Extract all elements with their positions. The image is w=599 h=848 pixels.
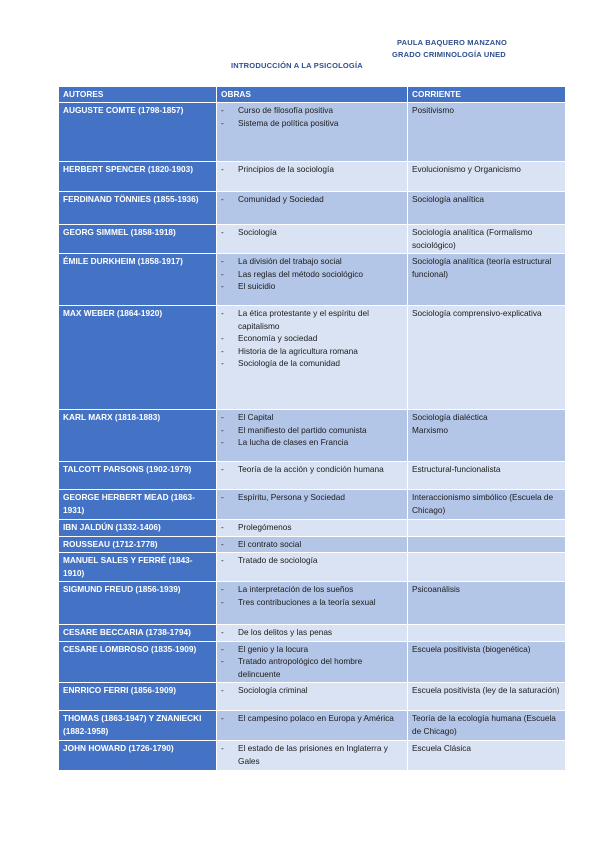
- current-cell: [408, 536, 566, 553]
- works-cell: [217, 306, 408, 410]
- author-cell: CESARE LOMBROSO (1835-1909): [59, 641, 217, 683]
- table-row: [59, 536, 566, 553]
- works-cell: [217, 520, 408, 537]
- current-cell: Psicoanálisis: [408, 582, 566, 625]
- works-cell: [217, 641, 408, 683]
- works-list: [221, 104, 403, 129]
- works-cell: [217, 553, 408, 582]
- table-row: [59, 410, 566, 462]
- work-item: - La división del trabajo social: [221, 255, 403, 268]
- author-cell: MAX WEBER (1864-1920): [59, 306, 217, 410]
- works-list: [221, 226, 403, 239]
- document-author: PAULA BAQUERO MANZANO: [397, 38, 508, 47]
- current-cell: Estructural-funcionalista: [408, 462, 566, 490]
- header-works: OBRAS: [217, 87, 408, 103]
- current-cell: Sociología analítica (Formalismo sociológico): [408, 225, 566, 254]
- work-item: - Sociología de la comunidad: [221, 357, 403, 370]
- current-cell: Sociología dialéctica Marxismo: [408, 410, 566, 462]
- table-row: [59, 683, 566, 711]
- current-cell: Teoría de la ecología humana (Escuela de Chicago): [408, 711, 566, 741]
- author-cell: THOMAS (1863-1947) Y ZNANIECKI (1882-1958): [59, 711, 217, 741]
- work-item: - Teoría de la acción y condición humana: [221, 463, 403, 476]
- author-cell: CESARE BECCARIA (1738-1794): [59, 625, 217, 642]
- works-list: [221, 684, 403, 697]
- author-cell: ROUSSEAU (1712-1778): [59, 536, 217, 553]
- works-cell: [217, 192, 408, 225]
- author-cell: FERDINAND TÖNNIES (1855-1936): [59, 192, 217, 225]
- works-cell: [217, 410, 408, 462]
- works-cell: [217, 625, 408, 642]
- work-item: - Historia de la agricultura romana: [221, 345, 403, 358]
- works-list: [221, 193, 403, 206]
- author-cell: SIGMUND FREUD (1856-1939): [59, 582, 217, 625]
- works-list: [221, 712, 403, 725]
- header-authors: AUTORES: [59, 87, 217, 103]
- author-cell: HERBERT SPENCER (1820-1903): [59, 162, 217, 192]
- table-row: [59, 192, 566, 225]
- author-cell: ÉMILE DURKHEIM (1858-1917): [59, 254, 217, 306]
- author-cell: ENRRICO FERRI (1856-1909): [59, 683, 217, 711]
- table-row: [59, 711, 566, 741]
- author-cell: GEORG SIMMEL (1858-1918): [59, 225, 217, 254]
- current-cell: [408, 520, 566, 537]
- works-list: [221, 411, 403, 449]
- work-item: - Prolegómenos: [221, 521, 403, 534]
- work-item: - El campesino polaco en Europa y América: [221, 712, 403, 725]
- table-row: [59, 162, 566, 192]
- works-cell: [217, 582, 408, 625]
- work-item: - Las reglas del método sociológico: [221, 268, 403, 281]
- work-item: - Tres contribuciones a la teoría sexual: [221, 596, 403, 609]
- works-cell: [217, 462, 408, 490]
- author-cell: GEORGE HERBERT MEAD (1863-1931): [59, 490, 217, 520]
- document-subject-title: INTRODUCCIÓN A LA PSICOLOGÍA: [231, 61, 363, 70]
- work-item: - Principios de la sociología: [221, 163, 403, 176]
- work-item: - Sociología: [221, 226, 403, 239]
- works-list: [221, 491, 403, 504]
- author-cell: MANUEL SALES Y FERRÉ (1843-1910): [59, 553, 217, 582]
- author-cell: JOHN HOWARD (1726-1790): [59, 741, 217, 771]
- works-list: [221, 255, 403, 293]
- table-row: [59, 520, 566, 537]
- works-cell: [217, 741, 408, 771]
- works-list: [221, 463, 403, 476]
- works-cell: [217, 103, 408, 162]
- current-cell: Positivismo: [408, 103, 566, 162]
- works-list: [221, 554, 403, 567]
- works-cell: [217, 254, 408, 306]
- current-cell: Sociología comprensivo-explicativa: [408, 306, 566, 410]
- works-cell: [217, 162, 408, 192]
- work-item: - El estado de las prisiones en Inglaterra y Gales: [221, 742, 403, 767]
- works-list: [221, 163, 403, 176]
- work-item: - La lucha de clases en Francia: [221, 436, 403, 449]
- work-item: - La interpretación de los sueños: [221, 583, 403, 596]
- works-list: [221, 521, 403, 534]
- current-cell: Sociología analítica: [408, 192, 566, 225]
- authors-table: [58, 86, 566, 771]
- works-cell: [217, 225, 408, 254]
- table-row: [59, 625, 566, 642]
- work-item: - De los delitos y las penas: [221, 626, 403, 639]
- work-item: - El manifiesto del partido comunista: [221, 424, 403, 437]
- work-item: - Tratado de sociología: [221, 554, 403, 567]
- work-item: - La ética protestante y el espíritu del capitalismo: [221, 307, 403, 332]
- works-list: [221, 643, 403, 681]
- work-item: - Curso de filosofía positiva: [221, 104, 403, 117]
- table-row: [59, 582, 566, 625]
- header-current: CORRIENTE: [408, 87, 566, 103]
- table-row: [59, 553, 566, 582]
- table-row: [59, 641, 566, 683]
- document-degree: GRADO CRIMINOLOGÍA UNED: [392, 50, 506, 59]
- works-list: [221, 742, 403, 767]
- current-cell: [408, 553, 566, 582]
- works-list: [221, 583, 403, 608]
- current-cell: [408, 625, 566, 642]
- author-cell: AUGUSTE COMTE (1798-1857): [59, 103, 217, 162]
- current-cell: Evolucionismo y Organicismo: [408, 162, 566, 192]
- current-cell: Escuela positivista (ley de la saturación): [408, 683, 566, 711]
- table-row: [59, 462, 566, 490]
- works-cell: [217, 683, 408, 711]
- current-cell: Escuela Clásica: [408, 741, 566, 771]
- works-cell: [217, 711, 408, 741]
- work-item: - Sistema de política positiva: [221, 117, 403, 130]
- author-cell: KARL MARX (1818-1883): [59, 410, 217, 462]
- works-cell: [217, 536, 408, 553]
- work-item: - El Capital: [221, 411, 403, 424]
- table-body: [59, 103, 566, 771]
- work-item: - Economía y sociedad: [221, 332, 403, 345]
- work-item: - Tratado antropológico del hombre delincuente: [221, 655, 403, 680]
- work-item: - Comunidad y Sociedad: [221, 193, 403, 206]
- table-row: [59, 103, 566, 162]
- current-cell: Sociología analítica (teoría estructural funcional): [408, 254, 566, 306]
- author-cell: IBN JALDÚN (1332-1406): [59, 520, 217, 537]
- table-row: [59, 741, 566, 771]
- work-item: - El suicidio: [221, 280, 403, 293]
- works-list: [221, 307, 403, 370]
- table-row: [59, 490, 566, 520]
- works-cell: [217, 490, 408, 520]
- works-list: [221, 538, 403, 551]
- current-cell: Interaccionismo simbólico (Escuela de Chicago): [408, 490, 566, 520]
- works-list: [221, 626, 403, 639]
- work-item: - El genio y la locura: [221, 643, 403, 656]
- current-cell: Escuela positivista (biogenética): [408, 641, 566, 683]
- work-item: - El contrato social: [221, 538, 403, 551]
- author-cell: TALCOTT PARSONS (1902-1979): [59, 462, 217, 490]
- table-row: [59, 306, 566, 410]
- table-row: [59, 225, 566, 254]
- work-item: - Espíritu, Persona y Sociedad: [221, 491, 403, 504]
- table-header-row: [59, 87, 566, 103]
- work-item: - Sociología criminal: [221, 684, 403, 697]
- table-row: [59, 254, 566, 306]
